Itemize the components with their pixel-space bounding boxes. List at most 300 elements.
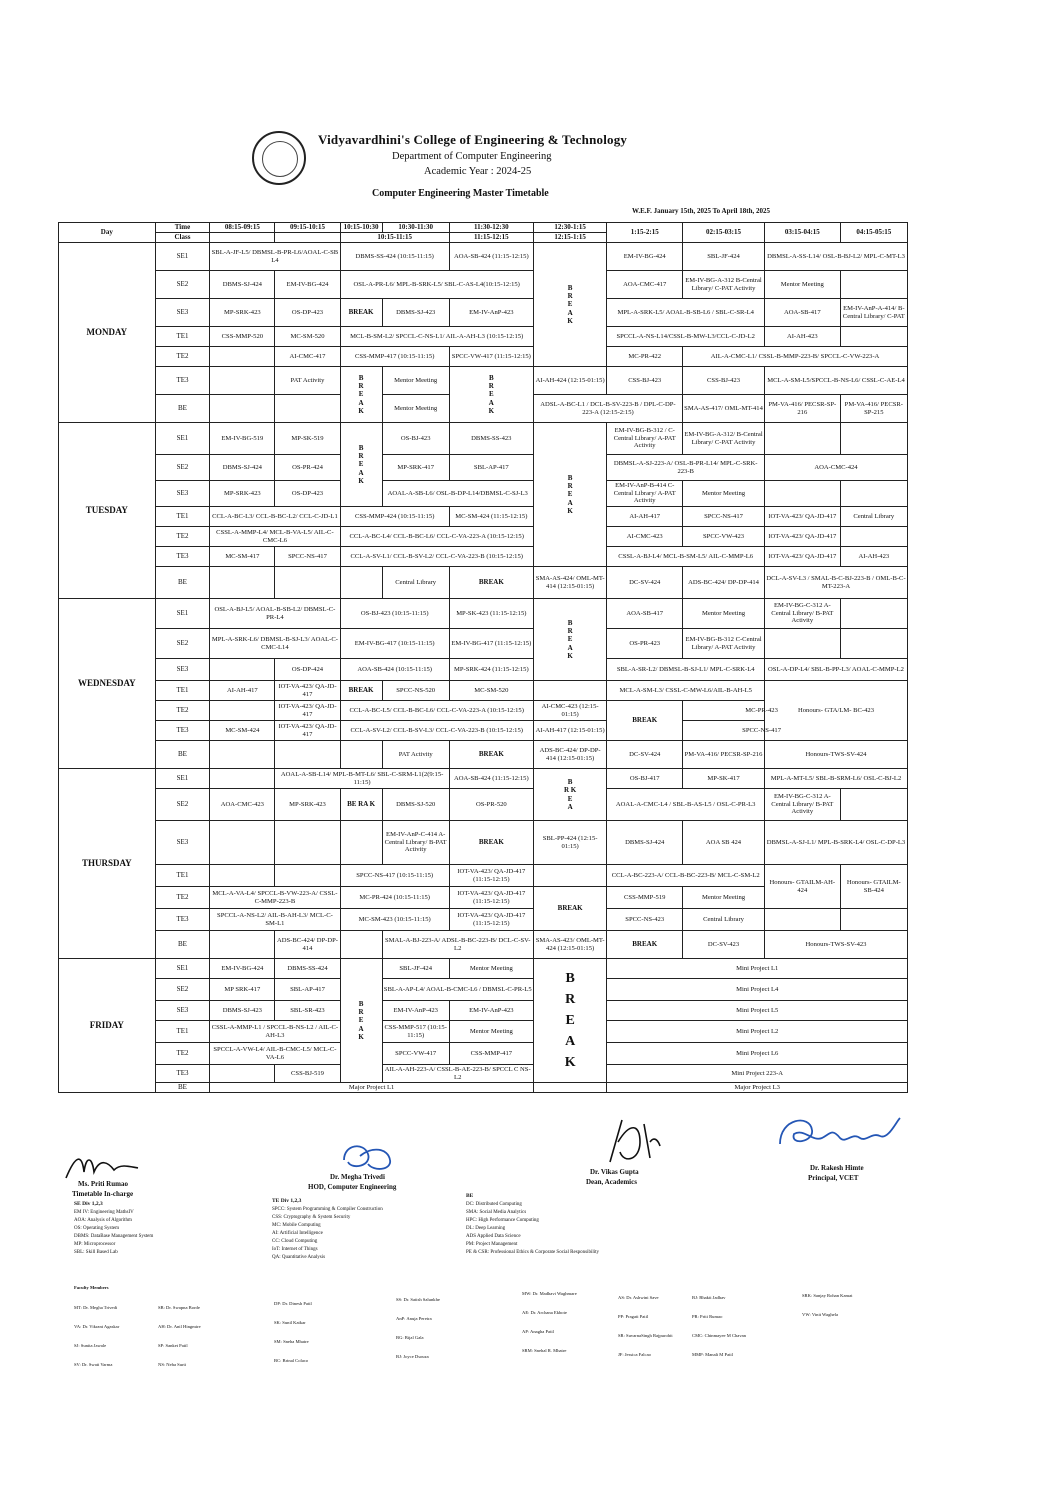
slot: SPCC-NS-423 [607,909,683,931]
time-slot: 1:15-2:15 [607,223,683,243]
slot: IOT-VA-423/ QA-JD-417 [765,547,841,567]
faculty-item: SJ: Sunita Jawale [74,1343,107,1348]
class-label: BE [155,1083,210,1093]
slot: AI-CMC-423 [607,527,683,547]
slot: Honours-TWS-SV-424 [765,741,908,769]
slot: Mentor Meeting [449,1021,533,1043]
faculty-item: BC: Brinal Colaco [274,1358,309,1363]
slot: ADS-BC-424/ DP-DP-414 (12:15-01:15) [533,741,607,769]
slot: AI-CMC-417 [275,347,340,367]
class-label: SE2 [155,979,210,1001]
slot: AOAL-A-SB-L6/ OSL-B-DP-L14/DBMSL-C-SJ-L3 [382,481,533,507]
faculty-col-6 [618,1288,673,1364]
time-slot: 04:15-05:15 [840,223,907,243]
slot: CCL-A-BC-L4/ CCL-B-BC-L6/ CCL-C-VA-223-A (10:15-12:15) [340,527,533,547]
slot: EM-IV-BG-B-312 / C- Central Library/ A-PAT Activity [607,423,683,455]
slot: EM-IV-BG-417 (10:15-11:15) [340,629,449,659]
time-slot: 11:15-12:15 [449,233,533,243]
faculty-item: MW: Dr. Madhavi Waghmare [522,1291,577,1296]
time-slot: 10:15-11:15 [340,233,449,243]
slot: MC-SM-424 (11:15-12:15) [449,507,533,527]
slot: CSS-BJ-423 [683,367,765,395]
slot: OS-PR-423 [607,629,683,659]
faculty-col-5 [522,1284,577,1360]
slot: Mini Project L1 [607,959,908,979]
class-label: TE3 [155,547,210,567]
slot: EM-IV-BG-519 [210,423,275,455]
faculty-col-2 [158,1298,201,1374]
slot: PM-VA-416/ PECSR-SP-216 [765,395,841,423]
class-label: SE3 [155,481,210,507]
faculty-item: MMP: Manali M Patil [692,1352,733,1357]
slot: Major Project L1 [210,1083,534,1093]
slot: SBL-JF-424 [683,243,765,271]
class-label: SE1 [155,769,210,789]
slot: Central Library [683,909,765,931]
slot: ADS-BC-424/ DP-DP-414 [683,567,765,599]
header-time: Time [155,223,210,233]
break-cell: B R E A K [340,423,382,507]
time-slot: 11:30-12:30 [449,223,533,233]
faculty-item: SRM: Snehal R. Mhatre [522,1348,567,1353]
class-label: TE1 [155,865,210,887]
legend-item: MP: Microprocessor [74,1242,116,1247]
slot: CSSL-A-MMP-L4/ MCL-B-VA-L5/ AIL-C-CMC-L6 [210,527,340,547]
slot: MPL-A-SRK-L5/ AOAL-B-SB-L6 / SBL-C-SR-L4 [607,299,765,327]
slot: Central Library [840,507,907,527]
slot: EM-IV-BG-A-312 B-Central Library/ C-PAT Activity [683,271,765,299]
slot: MC-PR-423 [683,701,841,721]
break-friday: B R E A K [533,959,607,1083]
slot: SPCC-NS-417 [275,547,340,567]
slot: OS-PR-520 [449,789,533,821]
slot: MCL-A-VA-L4/ SPCCL-B-VW-223-A/ CSSL-C-MMP-223-B [210,887,340,909]
legend-item: SBL: Skill Based Lab [74,1250,118,1255]
slot: BREAK [449,741,533,769]
legend-item: QA: Quantitative Analysis [272,1255,326,1260]
slot: EM-IV-AnP-423 [449,1001,533,1021]
slot: OS-PR-424 [275,455,340,481]
slot: AI-AH-424 (12:15-01:15) [533,367,607,395]
slot: EM-IV-BG-424 [275,271,340,299]
faculty-item: AnP: Anuja Pereira [396,1316,432,1321]
slot: BREAK [340,681,382,701]
class-label: BE [155,395,210,423]
class-label: TE2 [155,701,210,721]
slot: SPCC-VW-417 [382,1043,449,1065]
faculty-item: MT: Dr. Megha Trivedi [74,1305,118,1310]
class-label: SE3 [155,659,210,681]
legend-item: PM: Project Management [466,1242,518,1247]
slot: AOA-CMC-423 [210,789,275,821]
faculty-item: BG: Bijal Gala [396,1335,424,1340]
faculty-item: BJ: Joyce Dsouza [396,1354,429,1359]
class-label: SE1 [155,243,210,271]
slot: SBL-PP-424 (12:15-01:15) [533,821,607,865]
slot: SBL-SR-423 [275,1001,340,1021]
faculty-col-4 [396,1290,440,1366]
signature-name: Dr. Vikas Gupta [590,1168,639,1176]
slot: AOA-CMC-424 [765,455,908,481]
slot: OS-DP-423 [275,481,340,507]
slot: SBL-AP-417 [449,455,533,481]
class-label: SE1 [155,599,210,629]
signature-ink-4 [770,1108,910,1158]
class-label: SE3 [155,821,210,865]
break-tuesday: B R E A K [533,423,607,567]
slot: SPCC-NS-417 (10:15-11:15) [340,865,449,887]
slot: MPL-A-SRK-L6/ DBMSL-B-SJ-L3/ AOAL-C-CMC-L14 [210,629,340,659]
slot: DBMSL-A-SJ-L1/ MPL-B-SRK-L4/ OSL-C-DP-L3 [765,821,908,865]
slot: AOA-SB-424 (11:15-12:15) [449,769,533,789]
slot: SPCCL-A-NS-L2/ AIL-B-AH-L3/ MCL-C-SM-L1 [210,909,340,931]
slot: PM-VA-416/ PECSR-SP-216 [683,741,765,769]
slot: MC-PR-424 (10:15-11:15) [340,887,449,909]
class-label: BE [155,741,210,769]
legend-item: OS: Operating System [74,1226,119,1231]
time-slot: 02:15-03:15 [683,223,765,243]
slot: IOT-VA-423/ QA-JD-417 [765,527,841,547]
class-label: TE3 [155,367,210,395]
slot: Mentor Meeting [449,959,533,979]
slot: SPCC-VW-423 [683,527,765,547]
slot: EM-IV-BG-C-312 A-Central Library/ B-PAT Activity [765,599,841,629]
slot: MCL-B-SM-L2/ SPCCL-C-NS-L1/ AIL-A-AH-L3 (10:15-12:15) [340,327,533,347]
slot: DC-SV-424 [607,567,683,599]
slot: EM-IV-AnP-C-414 A- Central Library/ B-PAT Activity [382,821,449,865]
break-wednesday: B R E A K [533,599,607,681]
signature-name: Dr. Megha Trivedi [330,1173,385,1181]
slot: ADS-BC-424/ DP-DP-414 [275,931,340,959]
faculty-col-1 [74,1298,119,1374]
signature-role: Dean, Academics [586,1178,637,1186]
faculty-item: SV: Dr. Swati Varma [74,1362,113,1367]
slot: EM-IV-AnP-423 [449,299,533,327]
faculty-item: AH: Dr. Anil Hingmire [158,1324,201,1329]
break-friday-morning: B R E A K [340,959,382,1083]
slot: EM-IV-BG-424 [607,243,683,271]
slot: SBL-A-AP-L4/ AOAL-B-CMC-L6 / DBMSL-C-PR-L5 [382,979,533,1001]
slot: DCL-A-SV-L3 / SMAL-B-C-BJ-223-B / OML-B-C-MT-223-A [765,567,908,599]
slot: EM-IV-AnP-B-414 C- Central Library/ A-PAT Activity [607,481,683,507]
day-friday: FRIDAY [59,959,156,1093]
legend-item: DL: Deep Learning [466,1226,506,1231]
slot: EM-IV-BG-417 (11:15-12:15) [449,629,533,659]
slot: PAT Activity [275,367,340,395]
slot: CSS-BJ-519 [275,1065,340,1083]
signature-role: Principal, VCET [808,1174,859,1182]
slot: AOA-SB-417 [765,299,841,327]
slot: BREAK [533,887,607,931]
slot: AIL-A-AH-223-A/ CSSL-B-AE-223-B/ SPCCL C NS-L2 [382,1065,533,1083]
class-label: TE3 [155,721,210,741]
class-label: TE2 [155,1043,210,1065]
legend-item: SPCC: System Programming & Compiler Construction [272,1207,383,1212]
signature-name: Ms. Priti Rumao [78,1180,128,1188]
slot: DBMS-SJ-424 [210,455,275,481]
slot: Mini Project L4 [607,979,908,1001]
slot: SMA-AS-424/ OML-MT-414 (12:15-01:15) [533,567,607,599]
timetable [58,222,908,1093]
day-monday: MONDAY [59,243,156,423]
slot: DC-SV-423 [683,931,765,959]
legend-item: IoT: Internet of Things [272,1247,318,1252]
slot: BREAK [340,299,382,327]
slot: BE RA K [340,789,382,821]
legend-item: AOA: Analysis of Algorithm [74,1218,132,1223]
slot: SBL-JF-424 [382,959,449,979]
slot: EM-IV-BG-C-312 A-Central Library/ B-PAT Activity [765,789,841,821]
legend-item: SMA: Social Media Analytics [466,1210,527,1215]
slot: OSL-A-PR-L6/ MPL-B-SRK-L5/ SBL-C-AS-L4(10:15-12:15) [340,271,533,299]
slot: SBL-AP-417 [275,979,340,1001]
legend-item: MC: Mobile Computing [272,1223,321,1228]
slot: DBMS-SS-423 [449,423,533,455]
slot: DBMSL-A-SS-L14/ OSL-B-BJ-L2/ MPL-C-MT-L3 [765,243,908,271]
slot: DBMS-SJ-424 [607,821,683,865]
slot: MP-SRK-423 [210,481,275,507]
faculty-item: SB: Dr. Swapna Borde [158,1305,200,1310]
slot: OSL-A-DP-L4/ SBL-B-PP-L3/ AOAL-C-MMP-L2 [765,659,908,681]
slot: MP-SK-423 (11:15-12:15) [449,599,533,629]
slot: AI-AH-417 [210,681,275,701]
slot: AOA SB 424 [683,821,765,865]
slot: Mentor Meeting [683,887,765,909]
slot: CSS-MMP-417 (10:15-11:15) [340,347,449,367]
slot: SMA-AS-417/ OML-MT-414 [683,395,765,423]
class-label: BE [155,567,210,599]
faculty-col-3 [274,1294,312,1370]
slot: AIL-A-CMC-L1/ CSSL-B-MMP-223-B/ SPCCL-C-VW-223-A [683,347,908,367]
signature-name: Dr. Rakesh Himte [810,1164,864,1172]
slot: BREAK [449,567,533,599]
faculty-col-8 [802,1286,852,1324]
slot: AOA-SB-424 (11:15-12:15) [449,243,533,271]
slot: Mini Project 223-A [607,1065,908,1083]
slot: BREAK [607,931,683,959]
slot: MC-SM-417 [210,547,275,567]
faculty-item: SRK: Sanjay Rohan Kamat [802,1293,853,1298]
slot: MP-SRK-424 (11:15-12:15) [449,659,533,681]
slot: CCL-A-BC-L5/ CCL-B-BC-L6/ CCL-C-VA-223-A (10:15-12:15) [340,701,533,721]
legend-item: CSS: Cryptography & System Security [272,1215,351,1220]
legend-heading: SE Div 1,2,3 [74,1201,103,1207]
slot: AI-AH-423 [765,327,841,347]
class-label: TE2 [155,887,210,909]
faculty-item: DP: Dr. Dinesh Patil [274,1301,312,1306]
slot: ADSL-A-BC-L1 / DCL-B-SV-223-B / DPL-C-DP-223-A (12:15-2:15) [533,395,682,423]
slot: SMA-AS-423/ OML-MT-424 (12:15-01:15) [533,931,607,959]
slot: Mini Project L6 [607,1043,908,1065]
slot: CSS-MMP-417 [449,1043,533,1065]
slot: SPCC-NS-417 [683,721,841,741]
slot: PM-VA-416/ PECSR-SP-215 [840,395,907,423]
day-tuesday: TUESDAY [59,423,156,599]
slot: IOT-VA-423/ QA-JD-417 [275,681,340,701]
slot: AOA-SB-417 [607,599,683,629]
faculty-item: PR: Priti Rumao [692,1314,723,1319]
department-name: Department of Computer Engineering [392,151,552,162]
legend-item: DBMS: DataBase Management System [74,1234,154,1239]
slot: DBMS-SJ-520 [382,789,449,821]
day-thursday: THURSDAY [59,769,156,959]
signature-role: Timetable In-charge [72,1190,134,1198]
slot: SPCC-VW-417 (11:15-12:15) [449,347,533,367]
legend-se [74,1200,153,1257]
legend-item: EM IV: Engineering MathsIV [74,1210,134,1215]
class-label: TE3 [155,909,210,931]
slot: IOT-VA-423/ QA-JD-417 [275,721,340,741]
slot: MC-SM-424 [210,721,275,741]
document-title: Computer Engineering Master Timetable [372,188,549,199]
slot: CSS-MMP-424 (10:15-11:15) [340,507,449,527]
slot: EM-IV-BG-424 [210,959,275,979]
faculty-item: NS: Neha Surti [158,1362,187,1367]
slot: AI-AH-417 (12:15-01:15) [533,721,607,741]
break-monday: B R E A K [533,243,607,367]
slot: Mentor Meeting [765,271,841,299]
break-cell: B R E A K [340,367,382,423]
slot: OS-BJ-423 [382,423,449,455]
slot: SPCC-NS-520 [382,681,449,701]
slot: PAT Activity [382,741,449,769]
slot: DBMSL-A-SJ-223-A/ OSL-B-PR-L14/ MPL-C-SRK-223-B [607,455,765,481]
slot: SMAL-A-BJ-223-A/ ADSL-B-BC-223-B/ DCL-C-SV-L2 [382,931,533,959]
slot: Mentor Meeting [683,599,765,629]
class-label: TE1 [155,1021,210,1043]
class-label: SE1 [155,959,210,979]
signature-role: HOD, Computer Engineering [308,1183,397,1191]
slot: IOT-VA-423/ QA-JD-417 (11:15-12:15) [449,865,533,887]
slot: SPCC-NS-417 [683,507,765,527]
slot: MP-SRK-423 [210,299,275,327]
class-label: SE3 [155,299,210,327]
slot: Central Library [382,567,449,599]
legend-item: ADS Applied Data Science [466,1234,521,1239]
slot: EM-IV-AnP-A-414/ B- Central Library/ C-PAT [840,299,907,327]
faculty-heading: Faculty Members [74,1285,109,1290]
slot: EM-IV-BG-A-312/ B-Central Library/ C-PAT Activity [683,423,765,455]
slot: MCL-A-SM-L3/ CSSL-C-MW-L6/AIL-B-AH-L5 [607,681,765,701]
legend-item: PE & CSR: Professional Ethics & Corporate Social Responsibility [466,1250,600,1255]
faculty-item: PP: Pragati Patil [618,1314,649,1319]
faculty-item: SP: Sanket Patil [158,1343,188,1348]
faculty-item: SR: SuvarnaSingh Rajpurohit [618,1333,673,1338]
college-logo [252,131,306,185]
slot: OS-BJ-417 [607,769,683,789]
slot: CSS-MMP-519 [607,887,683,909]
slot: IOT-VA-423/ QA-JD-417 [275,701,340,721]
slot: AOA-SB-424 (10:15-11:15) [340,659,449,681]
slot: DBMS-SJ-423 [382,299,449,327]
slot: Mini Project L2 [607,1021,908,1043]
slot: IOT-VA-423/ QA-JD-417 [765,507,841,527]
slot: Major Project L3 [607,1083,908,1093]
slot: CCL-A-BC-L3/ CCL-B-BC-L2/ CCL-C-JD-L1 [210,507,340,527]
break-thursday: B R K E A [533,769,607,821]
slot: SBL-A-JF-L5/ DBMSL-B-PR-L6/AOAL-C-SB L4 [210,243,340,271]
slot: OS-BJ-423 (10:15-11:15) [340,599,449,629]
faculty-item: VW: Vinit Waghela [802,1312,839,1317]
effective-dates: W.E.F. January 15th, 2025 To April 18th, 2025 [632,207,770,215]
signature-ink-3 [600,1112,662,1170]
slot: Honours- GTA/LM- BC-423 [765,681,908,741]
slot: CCL-A-BC-223-A/ CCL-B-BC-223-B/ MCL-C-SM-L2 [607,865,765,887]
faculty-item: BJ: Bhakti Jadhav [692,1295,726,1300]
slot: AOA-CMC-417 [607,271,683,299]
slot: Mentor Meeting [683,481,765,507]
slot: CSS-MMP-520 [210,327,275,347]
slot: SBL-A-SR-L2/ DBMSL-B-SJ-L1/ MPL-C-SRK-L4 [607,659,765,681]
slot: CCL-A-SV-L1/ CCL-B-SV-L2/ CCL-C-VA-223-B (10:15-12:15) [340,547,533,567]
slot: IOT-VA-423/ QA-JD-417 (11:15-12:15) [449,887,533,909]
slot: MP-SK-519 [275,423,340,455]
faculty-item: SM: Sneha Mhatre [274,1339,309,1344]
signature-ink-2 [338,1140,396,1174]
slot: Honours-TWS-SV-423 [765,931,908,959]
slot: SPCCL-A-NS-L14/CSSL-B-MW-L3/CCL-C-JD-L2 [607,327,765,347]
slot: MC-SM-423 (10:15-11:15) [340,909,449,931]
break-cell: B R E A K [449,367,533,423]
faculty-item: JF: Jessica Falcao [618,1352,651,1357]
slot: MCL-A-SM-L5/SPCCL-B-NS-L6/ CSSL-C-AE-L4 [765,367,908,395]
slot: OSL-A-BJ-L5/ AOAL-B-SB-L2/ DBMSL-C-PR-L4 [210,599,340,629]
time-slot: 12:15-1:15 [533,233,607,243]
time-slot: 12:30-1:15 [533,223,607,233]
slot: MC-SM-520 [449,681,533,701]
time-slot: 08:15-09:15 [210,223,275,233]
legend-item: AI: Artificial Intelligence [272,1231,323,1236]
class-label: TE2 [155,347,210,367]
faculty-item: SS: Dr. Satish Salunkhe [396,1297,440,1302]
legend-be [466,1192,599,1257]
slot: CSS-MMP-517 (10:15-11:15) [382,1021,449,1043]
slot: OS-DP-423 [275,299,340,327]
slot: AI-AH-417 [607,507,683,527]
slot: EM-IV-BG-B-312 C-Central Library/ A-PAT Activity [683,629,765,659]
legend-heading: BE [466,1193,474,1199]
class-label: TE1 [155,681,210,701]
time-slot: 10:30-11:30 [382,223,449,233]
slot: BREAK [449,821,533,865]
slot: CSSL-A-BJ-L4/ MCL-B-SM-L5/ AIL-C-MMP-L6 [607,547,765,567]
slot: EM-IV-AnP-423 [382,1001,449,1021]
class-label: TE1 [155,327,210,347]
time-slot: 03:15-04:15 [765,223,841,243]
slot: OS-DP-424 [275,659,340,681]
faculty-item: AE: Dr. Archana Ekbote [522,1310,567,1315]
faculty-item: AP: Anagha Patil [522,1329,554,1334]
day-wednesday: WEDNESDAY [59,599,156,769]
slot: AOAL-A-CMC-L4 / SBL-B-AS-L5 / OSL-C-PR-L3 [607,789,765,821]
slot: MP-SRK-423 [275,789,340,821]
faculty-item: CMC: Chinmayee M Chavan [692,1333,746,1338]
slot: MP-SK-417 [683,769,765,789]
faculty-item: SK: Sunil Katkar [274,1320,306,1325]
slot: IOT-VA-423/ QA-JD-417 (11:15-12:15) [449,909,533,931]
faculty-col-7 [692,1288,746,1364]
slot: AOAL-A-SB-L14/ MPL-B-MT-L6/ SBL-C-SRM-L1(2(9:15-11:15) [275,769,449,789]
class-label: SE1 [155,423,210,455]
slot: Mentor Meeting [382,367,449,395]
slot: AI-CMC-423 (12:15-01:15) [533,701,607,721]
legend-te [272,1197,383,1262]
legend-item: CC: Cloud Computing [272,1239,318,1244]
slot: Mini Project L5 [607,1001,908,1021]
slot: DBMS-SJ-423 [210,1001,275,1021]
slot: DBMS-SS-424 [275,959,340,979]
class-label: TE2 [155,527,210,547]
